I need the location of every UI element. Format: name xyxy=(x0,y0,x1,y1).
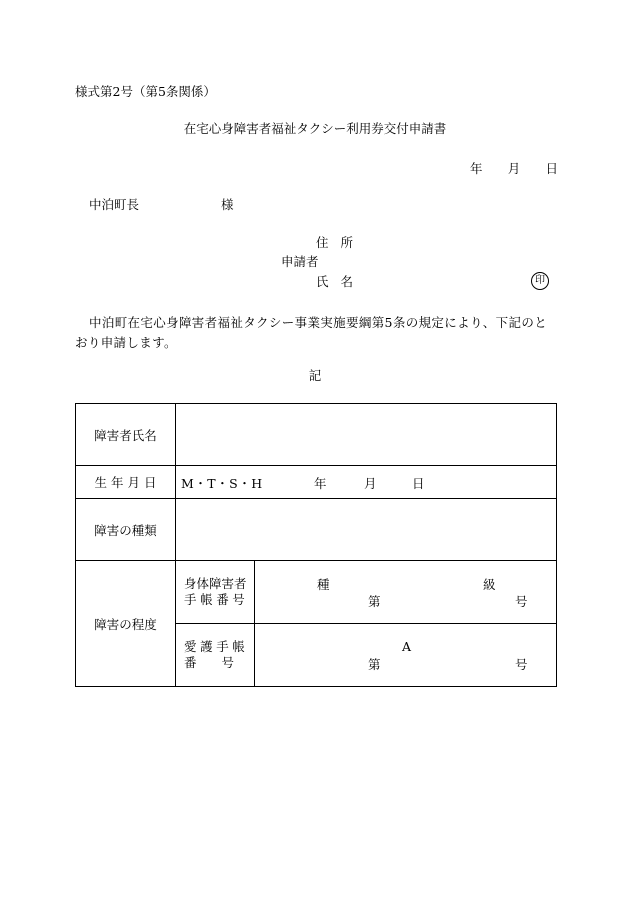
care-no-suffix: 号 xyxy=(515,657,528,672)
ki-heading: 記 xyxy=(308,368,322,383)
physical-grade-char: 級 xyxy=(483,577,496,592)
physical-no-prefix: 第 xyxy=(368,594,381,609)
disability-type-label: 障害の種類 xyxy=(76,499,176,561)
physical-handbook-label-line2: 手帳番号 xyxy=(184,592,249,607)
disability-degree-label: 障害の程度 xyxy=(76,561,176,687)
dob-day-label: 日 xyxy=(412,476,425,491)
disabled-name-label: 障害者氏名 xyxy=(76,404,176,466)
table-row-dob xyxy=(76,466,557,499)
dob-label: 生 年 月 日 xyxy=(76,466,176,499)
physical-no-suffix: 号 xyxy=(515,594,528,609)
care-grade: A xyxy=(402,639,412,654)
care-handbook-field[interactable] xyxy=(255,624,557,687)
body-text: 中泊町在宅心身障害者福祉タクシー事業実施要綱第5条の規定により、下記のとおり申請します。 xyxy=(75,315,548,350)
care-handbook-label xyxy=(176,624,255,687)
application-table xyxy=(75,403,557,687)
table-row-disabled-name xyxy=(76,404,557,466)
care-no-prefix: 第 xyxy=(368,657,381,672)
dob-month-label: 月 xyxy=(364,476,377,491)
care-handbook-label-line2: 番 号 xyxy=(184,655,235,670)
document-title: 在宅心身障害者福祉タクシー利用券交付申請書 xyxy=(183,121,447,136)
table-row-disability-type xyxy=(76,499,557,561)
dob-year-label: 年 xyxy=(314,476,327,491)
physical-handbook-label-line1: 身体障害者 xyxy=(184,576,247,591)
seal-mark: 印 xyxy=(531,272,549,290)
physical-handbook-label xyxy=(176,561,255,624)
table-row-physical-handbook xyxy=(76,561,557,624)
physical-type-char: 種 xyxy=(317,577,330,592)
dob-field[interactable] xyxy=(176,466,557,499)
care-handbook-label-line1: 愛護手帳 xyxy=(184,639,249,654)
disabled-name-field[interactable] xyxy=(176,404,557,466)
date-day-label: 日 xyxy=(545,161,558,176)
dob-era-options: M・T・S・H xyxy=(181,476,263,491)
physical-handbook-field[interactable] xyxy=(255,561,557,624)
form-number: 様式第2号（第5条関係） xyxy=(75,84,216,99)
addressee-name: 中泊町長 xyxy=(89,197,140,212)
date-line xyxy=(470,161,558,177)
date-month-label: 月 xyxy=(507,161,521,176)
address-label: 住所 xyxy=(316,235,366,250)
applicant-label: 申請者 xyxy=(281,254,319,269)
name-label: 氏名 xyxy=(316,274,366,289)
disability-type-field[interactable] xyxy=(176,499,557,561)
date-year-label: 年 xyxy=(470,161,483,176)
addressee-honorific: 様 xyxy=(221,197,234,212)
